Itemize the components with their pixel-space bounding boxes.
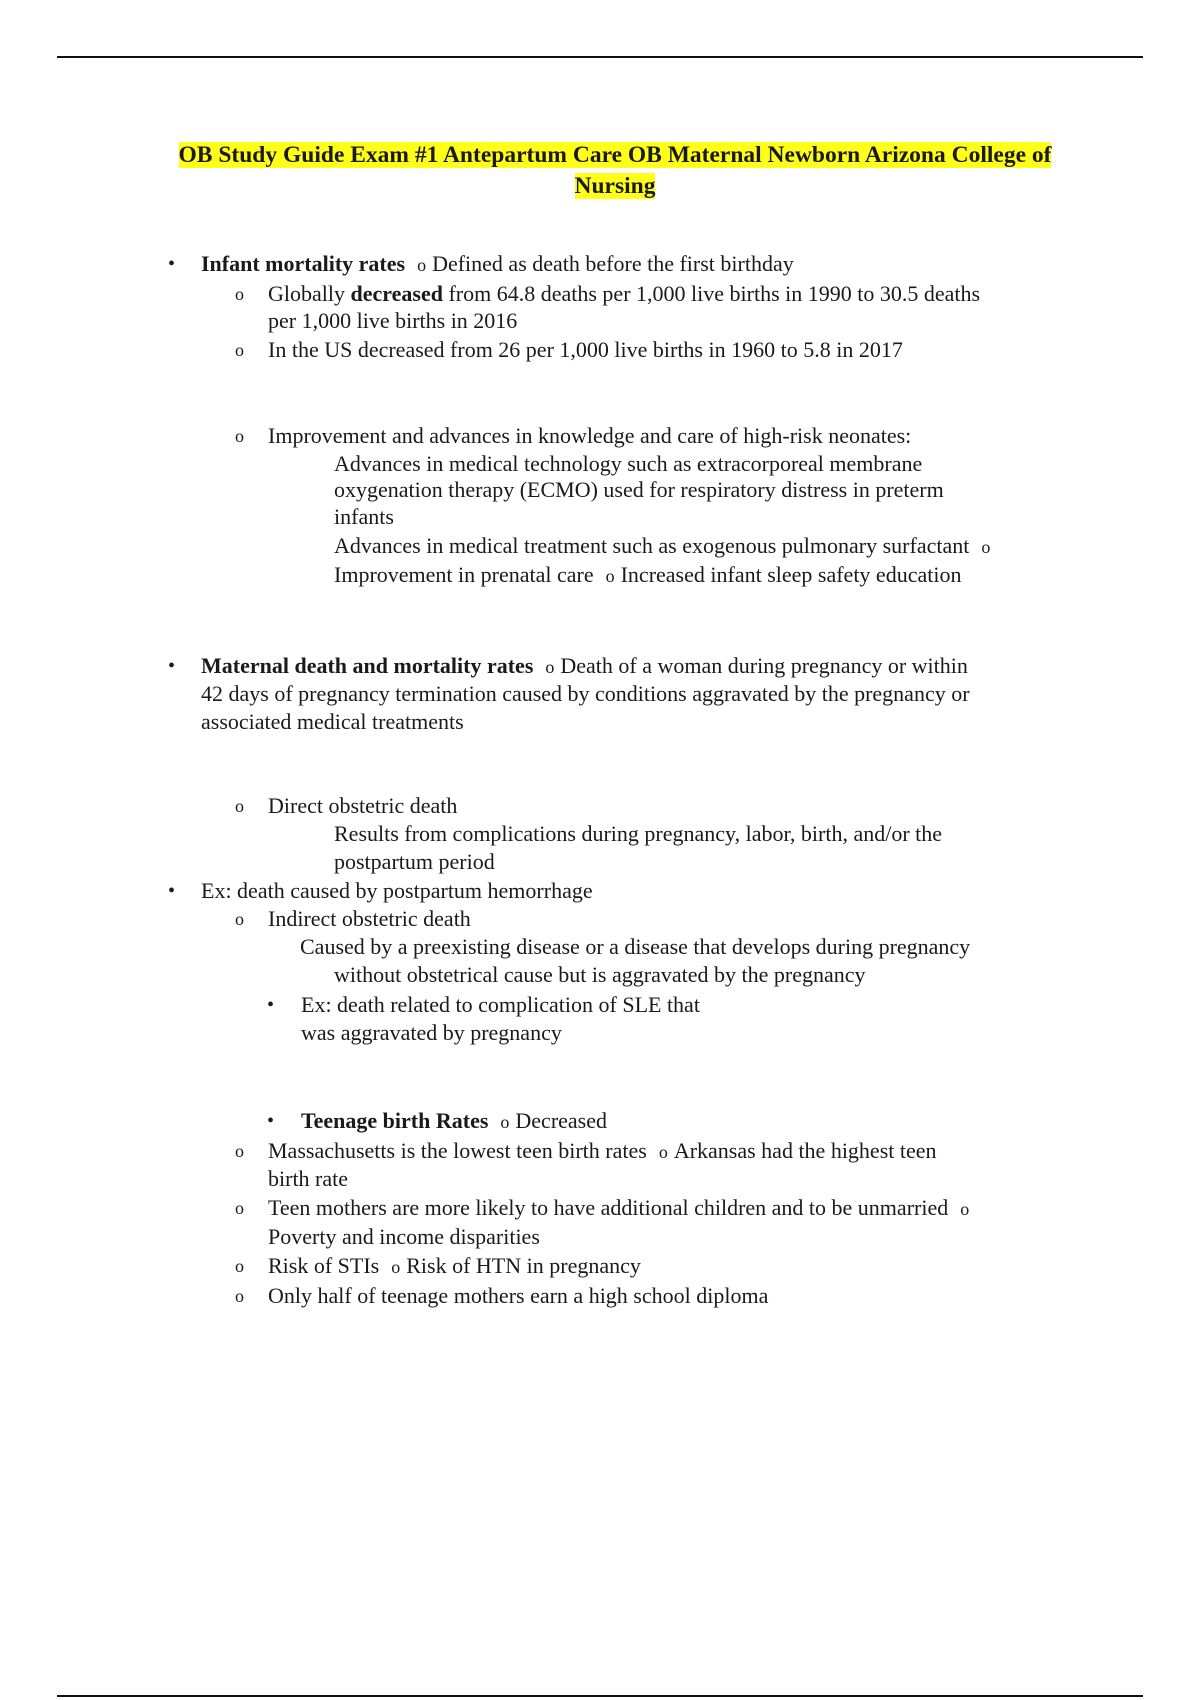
- teen-stis: Risk of STIs: [268, 1253, 380, 1278]
- teen-massachusetts-line: [268, 1136, 937, 1167]
- maternal-direct-example: Ex: death caused by postpartum hemorrhage: [201, 878, 593, 903]
- maternal-definition-1: Death of a woman during pregnancy or within: [560, 653, 968, 678]
- bullet-marker: •: [168, 880, 176, 902]
- maternal-direct-detail-1: Results from complications during pregnancy, labor, birth, and/or the: [334, 821, 943, 846]
- teen-htn: Risk of HTN in pregnancy: [406, 1253, 641, 1278]
- circle-marker: o: [235, 284, 244, 304]
- infant-global-line: [268, 279, 980, 309]
- circle-marker: o: [235, 1141, 244, 1161]
- circle-marker: o: [235, 796, 244, 816]
- teen-heading-line: [301, 1106, 607, 1137]
- infant-tech-2: oxygenation therapy (ECMO) used for respiratory distress in preterm: [334, 477, 944, 502]
- bullet-marker: •: [267, 1110, 275, 1132]
- maternal-indirect-detail-2: without obstetrical cause but is aggravated by the pregnancy: [334, 962, 866, 987]
- circle-marker: o: [500, 1112, 510, 1132]
- teen-heading: Teenage birth Rates: [301, 1108, 489, 1133]
- teen-mothers-line: [268, 1193, 975, 1224]
- bullet-marker: •: [168, 253, 176, 275]
- infant-heading-line: [201, 249, 794, 280]
- bottom-rule: [57, 1695, 1143, 1697]
- teen-poverty: Poverty and income disparities: [268, 1224, 540, 1249]
- bullet-marker: •: [267, 994, 275, 1016]
- circle-marker: o: [235, 1286, 244, 1306]
- maternal-indirect: Indirect obstetric death: [268, 906, 471, 931]
- maternal-direct: Direct obstetric death: [268, 793, 458, 818]
- title-highlight: OB Study Guide Exam #1 Antepartum Care OB Maternal Newborn Arizona College of Nursing: [178, 142, 1052, 199]
- maternal-direct-detail-2: postpartum period: [334, 849, 495, 874]
- circle-marker: o: [960, 1199, 970, 1219]
- circle-marker: o: [235, 1198, 244, 1218]
- circle-marker: o: [417, 255, 427, 275]
- maternal-indirect-detail-1: Caused by a preexisting disease or a disease that develops during pregnancy: [300, 934, 971, 959]
- infant-global-cont: per 1,000 live births in 2016: [268, 308, 518, 333]
- teen-massachusetts: Massachusetts is the lowest teen birth rates: [268, 1138, 647, 1163]
- infant-sleep: Increased infant sleep safety education: [620, 562, 962, 587]
- circle-marker: o: [605, 566, 615, 586]
- teen-mothers: Teen mothers are more likely to have additional children and to be unmarried: [268, 1195, 949, 1220]
- teen-diploma: Only half of teenage mothers earn a high school diploma: [268, 1283, 769, 1308]
- document-title: [150, 140, 1080, 202]
- circle-marker: o: [391, 1257, 401, 1277]
- teen-decreased: Decreased: [515, 1108, 608, 1133]
- maternal-indirect-example-1: Ex: death related to complication of SLE that: [301, 992, 700, 1017]
- circle-marker: o: [545, 657, 555, 677]
- infant-heading: Infant mortality rates: [201, 251, 406, 276]
- maternal-definition-3: associated medical treatments: [201, 709, 464, 734]
- infant-global-pre: Globally: [268, 281, 345, 306]
- teen-risk-line: [268, 1251, 641, 1282]
- infant-treatment-line: [334, 531, 996, 562]
- circle-marker: o: [235, 426, 244, 446]
- maternal-heading-line: [201, 651, 968, 682]
- infant-definition: Defined as death before the first birthday: [432, 251, 794, 276]
- infant-us: In the US decreased from 26 per 1,000 live births in 1960 to 5.8 in 2017: [268, 337, 903, 362]
- infant-prenatal-line: [334, 560, 961, 591]
- infant-improvement: Improvement and advances in knowledge and care of high-risk neonates:: [268, 423, 912, 448]
- infant-global-bold: decreased: [350, 281, 443, 306]
- infant-tech-3: infants: [334, 504, 394, 529]
- infant-treatment: Advances in medical treatment such as exogenous pulmonary surfactant: [334, 533, 970, 558]
- circle-marker: o: [235, 909, 244, 929]
- maternal-definition-2: 42 days of pregnancy termination caused by conditions aggravated by the pregnancy or: [201, 681, 970, 706]
- infant-prenatal: Improvement in prenatal care: [334, 562, 594, 587]
- maternal-heading: Maternal death and mortality rates: [201, 653, 534, 678]
- circle-marker: o: [981, 537, 991, 557]
- circle-marker: o: [235, 340, 244, 360]
- top-rule: [57, 56, 1143, 58]
- circle-marker: o: [658, 1142, 668, 1162]
- bullet-marker: •: [168, 655, 176, 677]
- infant-global-post: from 64.8 deaths per 1,000 live births in 1990 to 30.5 deaths: [448, 281, 981, 306]
- circle-marker: o: [235, 1256, 244, 1276]
- teen-arkansas: Arkansas had the highest teen: [673, 1138, 937, 1163]
- teen-arkansas-cont: birth rate: [268, 1166, 349, 1191]
- infant-tech-1: Advances in medical technology such as extracorporeal membrane: [334, 451, 923, 476]
- maternal-indirect-example-2: was aggravated by pregnancy: [301, 1020, 562, 1045]
